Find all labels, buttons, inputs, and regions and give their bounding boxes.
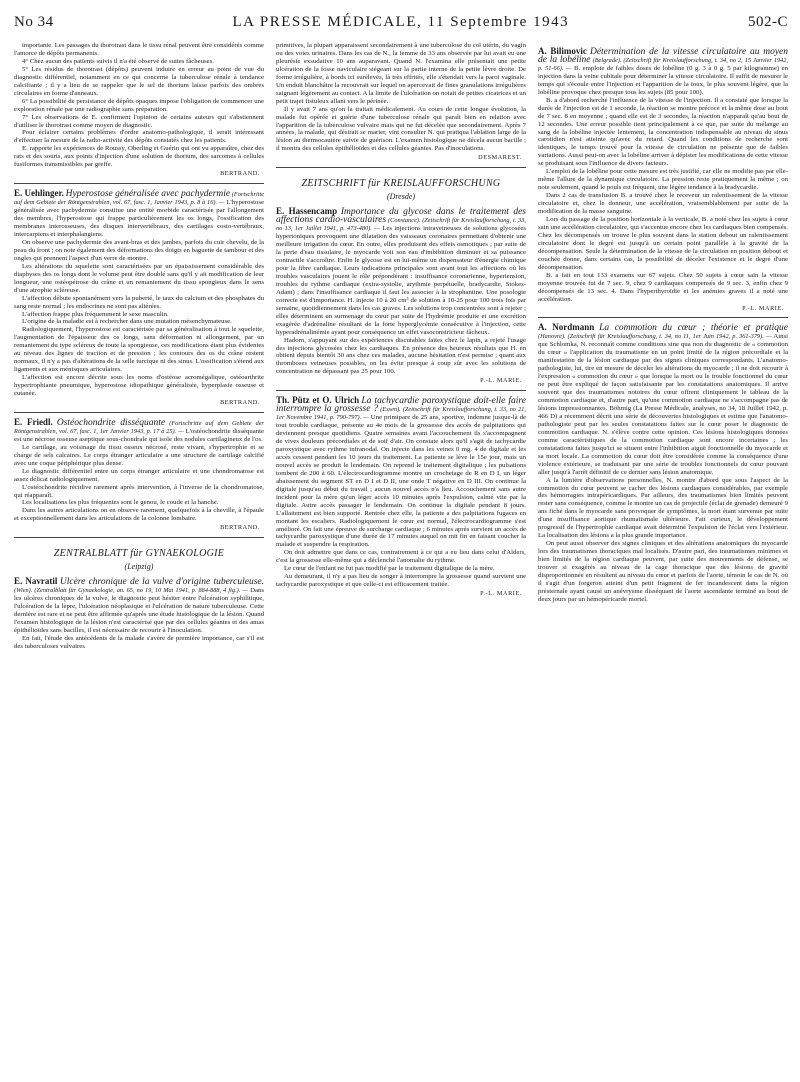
article-author: Th. Pütz et O. Ulrich xyxy=(276,395,360,406)
paragraph: Les altérations du squelette sont caractérisées par un épaississement considérable des diaphyses des os longs dont le volume peut être doublé sans qu'il y ait modification de leur longueur, une ostéopétrose du crâne et un remaniement du tissu spongieux dans le sens d'une atrophie scléreuse. xyxy=(14,262,264,294)
paragraph: Les localisations les plus fréquentes sont le genou, le coude et la hanche. xyxy=(22,499,219,507)
article-body: L'ostéochondrite disséquante est une nécrose osseuse aseptique sous-chondrale qui isole des nodules cartilagineux de l'os. xyxy=(14,427,264,443)
reviewer-signature: BERTRAND. xyxy=(220,524,260,532)
article-abstract xyxy=(14,190,264,239)
section-divider xyxy=(276,390,526,391)
column-2 xyxy=(276,42,526,1082)
section-divider xyxy=(14,412,264,413)
section-divider xyxy=(14,537,264,538)
article-abstract xyxy=(538,48,788,97)
page-reference: 502-C xyxy=(747,14,788,30)
paragraph: Lors du passage de la position horizontale à la verticale, B. a noté chez les sujets à cœur sain une accélération circulatoire, qui s'accentue encore chez les cardiaques bien compensés. Chez les décompensés on trouve le plus souvent dans la station debout un ralentissement circulatoire dont le degré est jusqu'à un certain point parallèle à la gravité de la décompensation. Seule la détermination de la vitesse de la circulation en position debout et couchée donne, dans certains cas, la possibilité de déceler l'existence et le degré d'une décompensation. xyxy=(538,216,788,271)
paragraph: importante. Les passages du thorotrast dans le tissu rénal peuvent être considérés comme l'amorce de dépôts permanents. xyxy=(14,42,264,57)
paragraph: On observe une pachydermie des avant-bras et des jambes, parfois du cuir chevelu, de la peau du front ; on note également des déformations des doigts en baguette de tambour et des ongles qui prennent l'aspect d'un verre de montre. xyxy=(14,238,264,262)
article-author: E. Navratil xyxy=(14,576,58,587)
article-author: E. Friedl. xyxy=(14,416,53,427)
article-title: Ostéochondrite disséquante xyxy=(56,417,166,428)
article-author: E. Uehlinger. xyxy=(14,188,64,199)
paragraph: On peut aussi observer des signes cliniques et des altérations anatomiques du myocarde lors des traumatismes thoraciques mal localisés. D'autre part, des traumatismes minimes et bien limités de la région cardiaque peuvent, par suite des mouvements de défense, se trouver si exagérés au niveau de la cage thoracique que des lésions de gravité disproportionnée en résultent au niveau du cœur et parfois de l'aorte, témoin le cas de N. où il s'agit d'un forgeron atteint d'un petit fragment de fer incandescent dans la région présternale ayant causé un anévrysme disséquant de l'aorte ascendante terminé au bout de deux jours par un hémopéricarde mortel. xyxy=(538,540,788,603)
journal-section-title: ZENTRALBLATT für GYNAEKOLOGIE xyxy=(53,548,225,560)
reviewer-signature: P.-L. MARIE. xyxy=(480,377,522,385)
paragraph: L'ostéochondrite récidive rarement après intervention, à l'inverse de la chondromatose, qui réapparaît. xyxy=(14,483,264,499)
paragraph: Au demeurant, il n'y a pas lieu de songer à interrompre la grossesse quand survient une tachycardie paroxystique et que celle-ci est efficacement traitée. xyxy=(276,573,526,589)
paragraph: Pour éclairer certains problèmes d'ordre anatomo-pathologique, il serait intéressant d'effectuer la mesure de la radio-activité des dépôts constatés chez les patients. xyxy=(14,129,264,145)
article-title: La tachycardie paroxystique doit-elle faire interrompre la grossesse ? xyxy=(276,396,526,415)
article-title: Ulcère chronique de la vulve d'origine tuberculeuse. xyxy=(59,577,264,588)
article-body: Dans les ulcères chroniques de la vulve, le diagnostic peut hésiter entre l'ulcération syphilitique, l'ulcération de la lèpre, l'ulcération néoplasique et l'ulcération de nature tuberculeuse. Cette dernière est rare et ne peut être affirmée qu'après une étude histologique de la lésion. Quand l'examen histologique de la lésion n'est caractérisé que par des cellules géantes et des amas épithélioïdes sans bacilles, il est nécessaire de recourir à l'inoculation. xyxy=(14,587,264,634)
article-reference: (Essen). (Zeitschrift für Kreislaufforschung, t. 33, no 21, 1er Novembre 1941, p. 790-797). — xyxy=(276,406,526,422)
page-header xyxy=(14,14,788,36)
article-author: E. Hassencamp xyxy=(276,206,338,217)
column-1 xyxy=(14,42,264,1082)
article-reference: (Fortschritte auf dem Gebiete der Röntgenstrahlen, vol. 67, fasc. 1, 1er Janvier 1943, p. 17 à 25). — xyxy=(14,419,264,435)
paragraph: 5° Les résidus de thorotrast (dépôts) peuvent induire en erreur au point de vue du diagnostic différentiel, notamment en ce qui concerne la tuberculose rénale à tendance calcifiante ; il y a lieu de se rappeler que le sel de thorium laisse parfois des ombres circulaires en forme d'anneaux. xyxy=(14,65,264,97)
article-abstract xyxy=(14,578,264,635)
section-divider xyxy=(538,317,788,318)
journal-section-city: (Dresde) xyxy=(386,192,416,202)
article-author: A. Bilimovic xyxy=(538,46,587,56)
article-reference: (Belgrade). (Zeitschrift für Kreislaufforschung, t. 34, no 2, 15 Janvier 1942, p. 51-66). — xyxy=(538,56,788,72)
article-title: La commotion du cœur ; théorie et pratique xyxy=(599,323,788,334)
journal-title: LA PRESSE MÉDICALE, 11 Septembre 1943 xyxy=(232,14,570,30)
page-number: No 34 xyxy=(14,14,54,30)
paragraph: 7° Les observations de E. confirment l'opinion de certains auteurs qui s'abstiennent d'utiliser le thorotrast comme moyen de diagnostic. xyxy=(14,113,264,129)
article-title: Importance du glycose dans le traitement des affections cardio-vasculaires xyxy=(276,207,526,226)
paragraph: En fait, l'étude des antécédents de la malade s'avère de première importance, car s'il est des tuberculoses vulvaires xyxy=(14,634,264,650)
paragraph: 4° Chez aucun des patients suivis il n'a été observé de suites fâcheuses. xyxy=(22,57,214,65)
paragraph: Le cartilage, au voisinage du tissu osseux nécrosé, reste vivant, s'hypertrophie et se charge de sels calcaires. Le corps étranger articulaire a une structure de cartilage calcifié avec une coque périphérique plus dense. xyxy=(14,443,264,467)
reviewer-signature: BERTRAND. xyxy=(220,170,260,178)
article-abstract xyxy=(538,324,788,476)
article-reference: (Wien). (Zentralblatt für Gynaekologie, an. 65, no 19, 10 Mai 1941, p. 884-888, 4 fig.). — xyxy=(14,587,248,595)
article-author: A. Nordmann xyxy=(538,322,595,333)
article-reference: (Fortschritte auf dem Gebiete der Röntgenstrahlen, vol. 67, fasc. 1, Janvier 1943, p. 8 à 16). — xyxy=(14,191,264,207)
paragraph: L'affection est encore décrite sous les noms d'ostéose acromégalique, ostéoarthrite hypertrophiante pneumique, hyperostose idiopathique généralisée, hyperplasie osseuse et cutanée. xyxy=(14,374,264,398)
paragraph: E. rapporte les expériences de Roussy, Oberling et Guérin qui ont vu apparaître, chez des rats et des souris, aux points d'injection d'une solution de thorium, des sarcomes à cellules fusiformes transmissibles par greffe. xyxy=(14,145,264,169)
paragraph: B. a fait en tout 133 examens sur 67 sujets. Chez 50 sujets à cœur sain la vitesse moyenne trouvée fut de 7 sec. 9, chez 9 cardiaques compensés de 9 sec. 3, enfin chez 9 décompensés de 13 sec. 4. Dans l'hyperthyroïdie et les anémies graves il a noté une accélération. xyxy=(538,271,788,303)
reviewer-signature: P.-L. MARIE. xyxy=(480,590,522,598)
reviewer-signature: P.-L. MARIE. xyxy=(742,304,784,312)
paragraph: Dans les autres articulations on en observe rarement, quelquefois à la cheville, à l'épaule et exceptionnellement dans les articulations de la colonne lombaire. xyxy=(14,507,264,523)
article-body: L'hyperostose généralisée avec pachydermie constitue une entité morbide caractérisée par l'allongement des membres, l'hyperostose qui frappe particulièrement les os longs, l'ossification des membranes interosseuses, des disques intervertébraux, des cartilages costo-vertébraux, intercarpiens et interphalangiens. xyxy=(14,199,264,238)
paragraph: 6° La possibilité de persistance de dépôts opaques impose l'obligation de commencer une exploration rénale par une radiographie sans préparation. xyxy=(14,97,264,113)
section-divider xyxy=(14,183,264,184)
article-body: Ainsi que Schlomka, N. reconnaît comme conditions sine qua non du diagnostic de « commotion du cœur » l'application du traumatisme en un point limité de la région précordiale et la manifestation de la lésion cardiaque par des signes cliniques correspondants. L'anatomo-pathologiste, lui, tire en mesure de déceler les altérations du myocarde ; il ne doit recourir à l'expression « commotion du cœur » que lorsque la mort ou le trouble fonctionnel du cœur ne peut être expliqué de façon satisfaisante par les constatations anatomiques. Il arrive souvent que des traumatismes notoires du cœur offrent cliniquement le tableau de la commotion cardiaque et, d'autre part, qu'une commotion cardiaque ne s'accompagne pas de lésions impressionnantes. Böhmig (La Presse Médicale, analyses, no 34, 18 Juillet 1942, p. 466 D) a récemment décrit une série de découvertes histologiques et estime que l'anatomo-pathologiste peut par les seules constatations faites sur le cœur poser le diagnostic de commotion cardiaque. N. s'élève contre cette opinion. Ces lésions histologiques données comme caractéristiques de la commotion cardiaque sont encore incertaines ; les constatations faites jusqu'ici se situent entre l'inhibition aiguë fonctionnelle du myocarde et sa mort locale. La commotion du cœur doit être considérée comme la conséquence d'une violence extérieure, se traduisant par une série de troubles fonctionnels du cœur pouvant aller jusqu'à l'arrêt définitif de ce dernier sans lésion anatomique. xyxy=(538,333,788,476)
paragraph: primitives, la plupart apparaissent secondairement à une tuberculose du col utérin, du vagin ou des voies urinaires. Dans les cas de N., la femme de 33 ans observée par lui avait eu une pleurésie exsudative 10 ans auparavant. Quand N. l'examina elle présentait une petite ulcération de la fosse naviculaire siégeant sur la partie interne de la petite lèvre droite. De forme irrégulière, à bords ici surélevés, là très effrités, elle s'étendait vers la paroi vaginale. Un enduit blanchâtre la recouvrait sur lequel on apercevait de fines granulations irrégulières saignant légèrement au contact. A la limite de l'ulcération on notait de petites cicatrices et un petit trajet fistuleux allant vers le périnée. xyxy=(276,42,526,105)
paragraph: Hadorn, s'appuyant sur des expériences discutables faites chez le lapin, a rejeté l'usage des injections glycosées chez les cardiaques. En présence des heureux résultats que H. en obtient depuis bientôt 30 ans chez ces malades, aucune hésitation n'est permise ; quant aux thromboses veineuses possibles, on les évite presque à coup sûr avec les solutions de concentration ne dépassant pas 25 pour 100. xyxy=(276,336,526,376)
article-columns xyxy=(14,42,788,1082)
paragraph: A la lumière d'observations personnelles, N. montre d'abord que sous l'aspect de la commotion du cœur peuvent se cacher des lésions cardiaques considérables, par exemple des hémorragies intrapéricardiques. Par ailleurs, des traumatismes bien limités peuvent rester sans conséquence, comme le montre un cas de projectile (éclat de grenade) demeuré 9 ans fiché dans le myocarde sans provoquer de symptômes, la mort étant survenue par suite d'une insuffisance aortique rhumatismale ultérieure. Fait curieux, le développement progressif de l'hypertrophie cardiaque avait déterminé l'expulsion de l'éclat vers l'extérieur. La localisation des lésions a la plus grande importance. xyxy=(538,476,788,540)
paragraph: B. a d'abord recherché l'influence de la vitesse de l'injection. Il a constaté que lorsque la durée de l'injection est de 1 seconde, la réaction se montre précoce et la même dose au bout de 7 sec. 8 en moyenne ; quand elle est de 3 secondes, la réaction n'apparaît qu'au bout de 12 secondes. Une erreur possible tient principalement à ce que, par suite du mélange au sang de la lobéline injectée lentement, la concentration indispensable au niveau du sinus carotidien n'est atteinte qu'avec du retard. Quand les conditions de recherche sont identiques, le temps trouvé pour la vitesse de circulation ne présente que de faibles variations. Aussi peut-on avec la lobéline arriver à dépister les modifications de cette vitesse se produisant sous l'influence de divers facteurs. xyxy=(538,96,788,168)
paragraph: Le cœur de l'enfant ne fut pas modifié par le traitement digitalique de la mère. xyxy=(284,565,495,573)
paragraph: L'affection débute spontanément vers la puberté, le taux du calcium et des phosphates du sang reste normal ; les endocrines ne sont pas altérées. xyxy=(14,294,264,310)
article-body: Les injections intraveineuses de solutions glycosées hypertoniques provoquent une dilatation des vaisseaux coronaires permettant d'obtenir une meilleure irrigation du cœur. En outre, elles produisent des effets osmotiques ; par suite de la perte d'eau tissulaire, le myocarde voit son eau d'imbibition diminuer et sa puissance contractile s'accroître. Enfin le glycose est en lui-même un dispensateur d'énergie chimique pour la fibre cardiaque. Leurs indications principales sont avant tout les affections où les troubles vasculaires jouent le rôle prépondérant : insuffisance coronarienne, hypertension, troubles du rythme cardiaque (extra-systolie, arythmie perpétuelle, bradycardie, Stokes-Adam) ; dans l'insuffisance cardiaque il faut les associer à la strophantine. Une posologie correcte est d'importance. H. injecte 10 à 20 cm³ de solution à 10-25 pour 100 trois fois par semaine, quotidiennement dans les cas graves. Les solutions trop concentrées sont à rejeter ; elles déterminent un surmenage du cœur par suite de l'hydrémie produite et une excrétion exagérée d'adrénaline résultant de la forte hyperglycémie consécutive à l'injection, cette hyperadrénalinémie ayant pour conséquence un effet vasoconstricteur fâcheux. xyxy=(276,225,526,336)
paragraph: Il y avait 7 ans qu'on la traitait médicalement. Au cours de cette longue évolution, la malade fut opérée et guérie d'une tuberculose rénale qui paraît bien en relation avec l'apparition de la tuberculose vulvaire mais qui ne fut décelée que secondairement. Après 7 années, la malade, qui désirait se marier, vint consulter N. qui pratiqua l'ablation large de la lésion au thermocautère suivie de guérison. L'examen histologique ne décela aucun bacille ; il montra des cellules épithélioïdes et des cellules géantes. Pas d'inoculations. xyxy=(276,105,526,153)
paragraph: Dans 2 cas de transfusion B. a trouvé chez le receveur un ralentissement de la vitesse circulatoire et, chez le donneur, une accélération, vraisemblablement par suite de la modification de la masse sanguine. xyxy=(538,192,788,216)
reviewer-signature: BERTRAND. xyxy=(220,398,260,406)
article-title: Détermination de la vitesse circulatoire au moyen de la lobéline xyxy=(538,47,788,65)
article-abstract xyxy=(14,416,264,444)
paragraph: L'emploi de la lobéline pour cette mesure est très justifié, car elle ne modifie pas par elle-même l'allure de la dynamique circulatoire. La pression reste pratiquement la même ; on note seulement, quand le pouls est fréquent, une légère tendance à la bradycardie. xyxy=(538,168,788,192)
section-divider xyxy=(276,167,526,168)
article-abstract xyxy=(276,208,526,336)
paragraph: L'affection frappe plus fréquemment le sexe masculin. xyxy=(22,310,169,318)
paragraph: L'origine de la maladie est à rechercher dans une mutation mésenchymateuse. xyxy=(22,318,232,326)
paragraph: On doit admettre que dans ce cas, contrairement à ce qui a eu lieu dans celui d'Alders, c'est la grossesse elle-même qui a déclenché l'anomalie du rythme. xyxy=(276,549,526,565)
article-body: Une primipare de 25 ans, sportive, indemne jusque-là de tout trouble cardiaque, présente au 4e mois de la grossesse des accès de palpitations qui deviennent presque quotidiens. Quatre semaines avant l'accouchement ils s'accompagnent de vives douleurs précordiales et de soif d'air. On constate alors qu'il s'agit de tachycardie paroxystique avec rythme infranodal. On injecte dans les veines 0 mg. 4 de digitale et les accès cessent pendant les 10 jours du traitement. La patiente se lève le 15e jour, mais un nouvel accès se produit le lendemain. On reprend le traitement digitalique ; les pulsations tombent de 200 à 60. L'électrocardiogramme montre un crochetage de R en D I, un léger abaissement du segment ST en D I et D II, une onde T négative en D III. On continue la digitale jusqu'au début du travail ; aucun nouvel accès n'a lieu. Accouchement sans autre incident pour la mère qu'un léger accès 10 minutes après l'expulsion, calmé vite par la digitale. Autre accès passager le lendemain. On continue la digitale pendant 8 jours. L'allaitement est bien supporté. Rentrée chez elle, la patiente a des palpitations fugaces en montant les escaliers. Radiologiquement le cœur est normal, l'électrocardiogramme s'est amélioré. On fait une épreuve de surcharge cardiaque ; 6 minutes après survient un accès de tachycardie paroxystique d'une durée de 17 minutes auquel on mit fin en faisant coucher la malade et suspendre la respiration. xyxy=(276,414,526,549)
article-abstract xyxy=(276,397,526,549)
column-3 xyxy=(538,42,788,1082)
article-reference: (Constance). (Zeitschrift für Kreislaufforschung, t. 33, no 13, 1er Juillet 1941, p. 473-480). — xyxy=(276,217,526,233)
paragraph: Radiologiquement, l'hyperostose est caractérisée par sa généralisation à tout le squelette, l'augmentation de l'épaisseur des os longs, sans déformation ni allongement, par un remaniement du type scléreux de toute la spongieuse, ces modifications étant plus évidentes au niveau des lignes de traction et de pression ; les contours des os du crâne restent normaux, il n'y a pas d'altérations de la selle turcique ni des sinus. L'ossification s'étend aux ligaments et aux ménisques articulaires. xyxy=(14,326,264,374)
reviewer-signature: DESMAREST. xyxy=(478,154,522,162)
journal-section-title: ZEITSCHRIFT für KREISLAUFFORSCHUNG xyxy=(301,178,501,190)
article-title: Hyperostose généralisée avec pachydermie xyxy=(65,189,231,200)
journal-section-city: (Leipzig) xyxy=(124,562,154,572)
paragraph: Le diagnostic différentiel entre un corps étranger articulaire et une chondromatose est assez délicat radiologiquement. xyxy=(14,467,264,483)
article-reference: (Hanovre). (Zeitschrift für Kreislaufforschung, t. 34, no 11, 1er Juin 1942, p. 361-379). — xyxy=(538,333,772,341)
article-body: B. emploie de faibles doses de lobéline (0 g. 3 à 0 g. 5 par kilogramme) en injection dans la veine cubitale pour déterminer la vitesse circulatoire. Il suffit de mesurer le temps qui s'écoule entre l'injection et l'apparition de la toux, le plus souvent légère, que la lobéline provoque chez presque tous les sujets (85 pour 100). xyxy=(538,64,788,96)
